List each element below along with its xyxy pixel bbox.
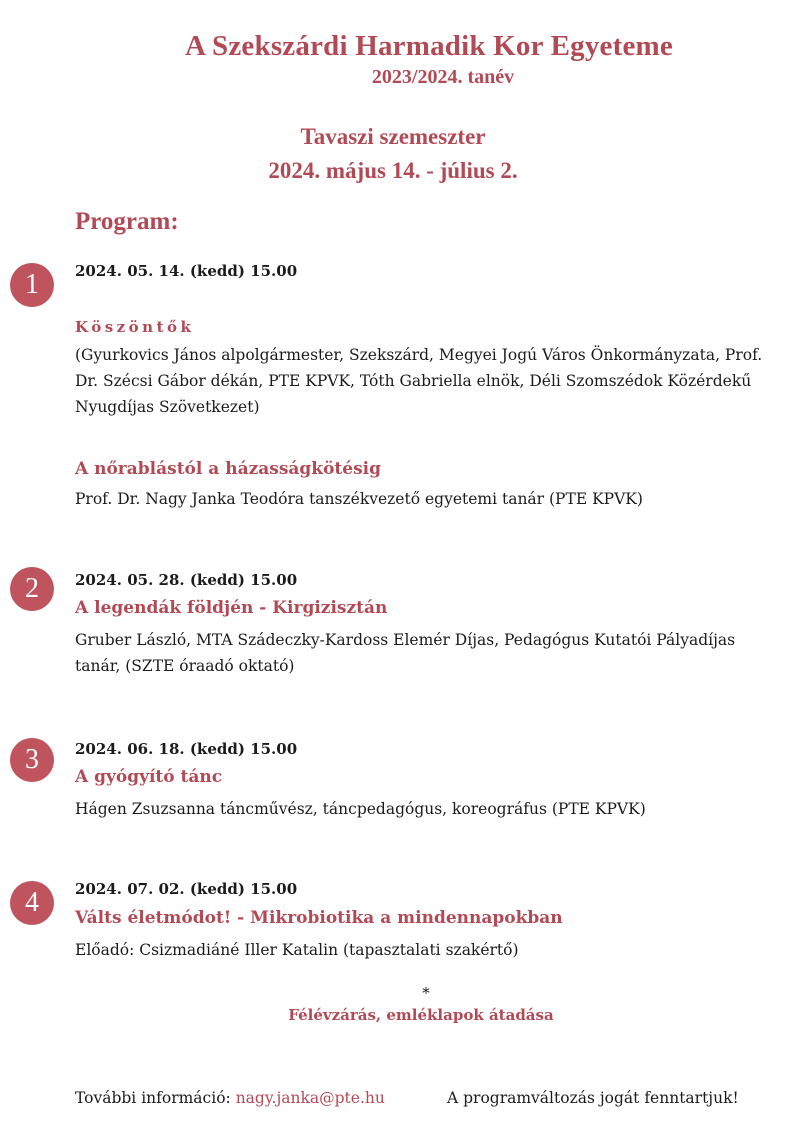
session-date: 2024. 07. 02. (kedd) 15.00 [75,880,298,898]
program-heading: Program: [75,208,179,235]
academic-year: 2023/2024. tanév [371,66,515,88]
session-date: 2024. 06. 18. (kedd) 15.00 [75,740,298,758]
session-speaker: Gruber László, MTA Szádeczky-Kardoss Elemér Díjas, Pedagógus Kutatói Pályadíjas tanár, (SZTE óraadó oktató) [75,631,736,675]
session-title: A legendák földjén - Kirgizisztán [75,598,388,618]
separator-star: * [422,984,430,1002]
semester-dates: 2024. május 14. - július 2. [268,158,518,183]
session-number-badge: 2 [10,567,54,611]
closing-text: Félévzárás, emléklapok átadása [288,1006,554,1024]
session-number-badge: 3 [10,738,54,782]
session-title: Válts életmódot! - Mikrobiotika a mindennapokban [75,908,563,928]
session-number-badge: 1 [10,263,54,307]
disclaimer-text: A programváltozás jogát fenntartjuk! [447,1089,739,1107]
semester-name: Tavaszi szemeszter [300,124,486,149]
session-speaker: Hágen Zsuzsanna táncművész, táncpedagógus, koreográfus (PTE KPVK) [75,800,646,818]
session-date: 2024. 05. 28. (kedd) 15.00 [75,571,298,589]
greeting-text: (Gyurkovics János alpolgármester, Szekszárd, Megyei Jogú Város Önkormányzata, Prof. Dr. Szécsi Gábor dékán, PTE KPVK, Tóth Gabriella elnök, Déli Szomszédok Közérdekű Nyugdíjas Szövetkezet) [75,346,763,416]
session-title: A gyógyító tánc [75,767,223,787]
session-speaker: Előadó: Csizmadiáné Iller Katalin (tapasztalati szakértő) [75,941,519,959]
greeting-title: Köszöntők [75,318,195,336]
email-link[interactable]: nagy.janka@pte.hu [235,1089,385,1107]
session-number-badge: 4 [10,881,54,925]
footer-info [75,1089,385,1107]
info-label: További információ: [75,1089,231,1107]
session-title: A nőrablástól a házasságkötésig [75,459,381,479]
session-date: 2024. 05. 14. (kedd) 15.00 [75,262,298,280]
session-speaker: Prof. Dr. Nagy Janka Teodóra tanszékvezető egyetemi tanár (PTE KPVK) [75,490,643,508]
page-title: A Szekszárdi Harmadik Kor Egyeteme [185,30,673,62]
